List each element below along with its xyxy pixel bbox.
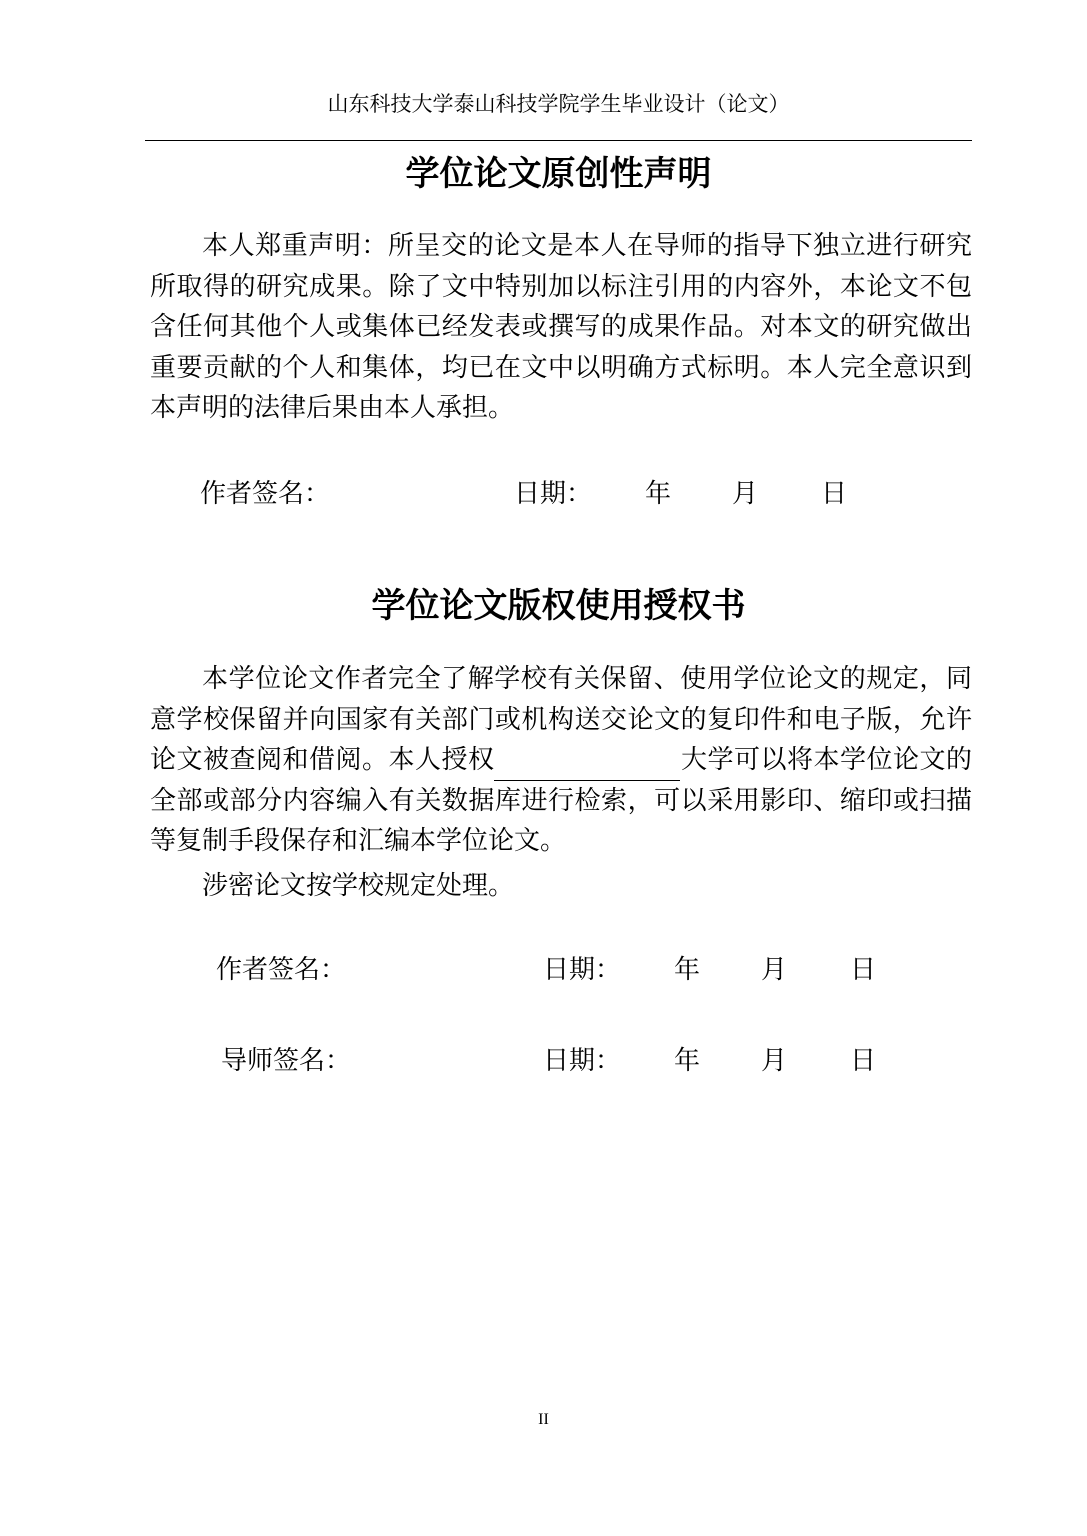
authorization-body-part2: 大学可以将本学位论文的全部或部分内容编入有关数据库进行检索，可以采用影印、缩印或扫描等复制手段保存和汇编本学位论文。	[150, 745, 972, 856]
authorization-body-part1: 本学位论文作者完全了解学校有关保留、使用学位论文的规定，同意学校保留并向国家有关部门或机构送交论文的复印件和电子版，允许论文被查阅和借阅。本人授权	[150, 664, 972, 775]
day-label: 日	[850, 1046, 877, 1076]
year-label: 年	[674, 955, 701, 985]
authorization-body	[150, 659, 972, 862]
date-label: 日期：	[514, 479, 593, 509]
advisor-signature-label: 导师签名：	[221, 1046, 352, 1076]
day-label: 日	[850, 955, 877, 985]
date-label: 日期：	[543, 955, 622, 985]
authorization-title: 学位论文版权使用授权书	[371, 586, 746, 626]
authorization-author-signature-row	[0, 952, 1087, 988]
secret-thesis-note: 涉密论文按学校规定处理。	[202, 871, 515, 901]
header-divider	[145, 140, 972, 141]
author-signature-label: 作者签名：	[216, 955, 347, 985]
declaration-body: 本人郑重声明：所呈交的论文是本人在导师的指导下独立进行研究所取得的研究成果。除了文中特别加以标注引用的内容外，本论文不包含任何其他个人或集体已经发表或撰写的成果作品。对本文的研究做出重要贡献的个人和集体，均已在文中以明确方式标明。本人完全意识到本声明的法律后果由本人承担。	[150, 231, 972, 423]
day-label: 日	[821, 479, 848, 509]
declaration-signature-row	[0, 476, 1087, 512]
date-label: 日期：	[543, 1046, 622, 1076]
month-label: 月	[732, 479, 759, 509]
authorization-advisor-signature-row	[0, 1043, 1087, 1079]
month-label: 月	[761, 955, 788, 985]
declaration-title: 学位论文原创性声明	[405, 154, 712, 194]
year-label: 年	[674, 1046, 701, 1076]
university-name-blank	[494, 750, 680, 781]
header-title: 山东科技大学泰山科技学院学生毕业设计（论文）	[327, 92, 790, 116]
author-signature-label: 作者签名：	[200, 479, 331, 509]
page-number: II	[538, 1411, 549, 1428]
year-label: 年	[645, 479, 672, 509]
month-label: 月	[761, 1046, 788, 1076]
